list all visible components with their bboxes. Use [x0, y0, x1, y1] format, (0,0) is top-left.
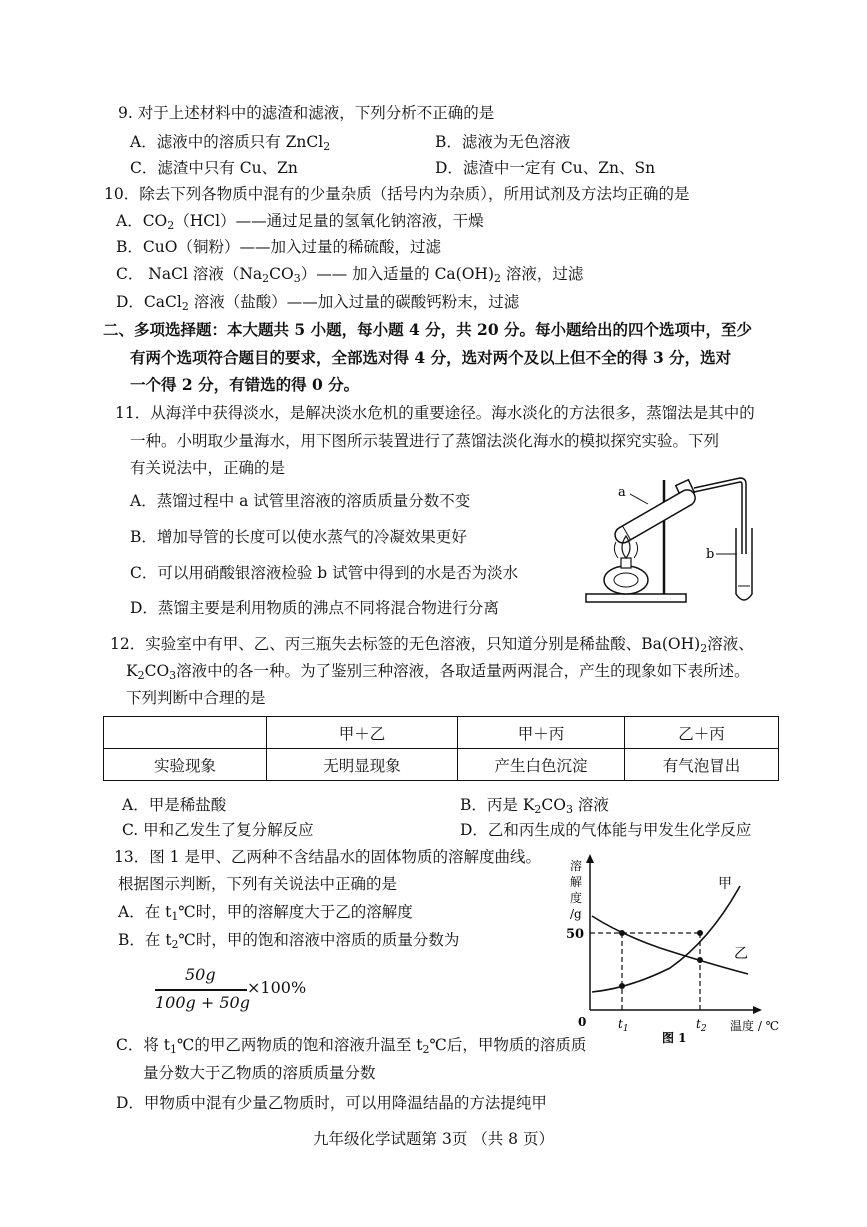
point-t1-jia [619, 983, 625, 989]
x-axis-arrow-icon [753, 1006, 762, 1014]
q12-stem-line3: 下列判断中合理的是 [126, 689, 266, 707]
q10-c-part2: CO [269, 265, 294, 283]
label-b: b [706, 547, 715, 562]
q13-b-part1: B．在 t [118, 931, 172, 949]
q13-option-b [118, 930, 459, 950]
q10-c-part1: C． NaCl 溶液（Na [116, 265, 263, 283]
q13-option-c [116, 1035, 586, 1055]
q12-b-part1: B．丙是 K [460, 796, 535, 814]
table-row [104, 749, 779, 781]
fraction-percent: ×100% [247, 978, 307, 997]
q10-option-c [116, 264, 583, 284]
graph-origin-label: 0 [578, 1015, 587, 1029]
q12-b-sub2: 3 [565, 803, 573, 816]
graph-xlabel: 温度 / ℃ [730, 1019, 780, 1033]
q12-option-a: A．甲是稀盐酸 [122, 796, 227, 814]
q11-stem-line2: 一种。小明取少量海水，用下图所示装置进行了蒸馏法淡化海水的模拟探究实验。下列 [130, 432, 720, 450]
distillation-apparatus-figure [582, 462, 772, 614]
q12-b-sub1: 2 [534, 803, 542, 816]
q12-stem2-part2: CO [144, 662, 170, 680]
q9-a-text: A．滤液中的溶质只有 ZnCl [130, 133, 324, 151]
q12-option-d: D．乙和丙生成的气体能与甲发生化学反应 [460, 821, 752, 839]
table-cell: 实验现象 [104, 749, 267, 781]
q9-option-a [130, 132, 330, 152]
q13-c-part2: ℃的甲乙两物质的饱和溶液升温至 t [177, 1036, 423, 1054]
table-cell: 产生白色沉淀 [458, 749, 625, 781]
curve-jia [592, 886, 740, 992]
q13-stem-line2: 根据图示判断，下列有关说法中正确的是 [118, 875, 398, 893]
y-axis-arrow-icon [586, 854, 594, 863]
q11-stem-line1: 11．从海洋中获得淡水，是解决淡水危机的重要途径。海水淡化的方法很多，蒸馏法是其中的 [115, 404, 755, 422]
q13-option-d: D．甲物质中混有少量乙物质时，可以用降温结晶的方法提纯甲 [116, 1094, 547, 1112]
point-t2-50 [697, 930, 703, 936]
graph-x-tick-t1: $t_1$ [618, 1017, 629, 1034]
q12-stem2-sub1: 2 [137, 669, 145, 682]
point-t1-50 [619, 930, 625, 936]
q10-c-sub1: 2 [262, 272, 270, 285]
q12-option-b [460, 795, 609, 815]
graph-x-tick-t2: $t_2$ [696, 1017, 707, 1034]
q13-option-c-line2: 量分数大于乙物质的溶质质量分数 [143, 1064, 376, 1082]
q11-option-a: A．蒸馏过程中 a 试管里溶液的溶质质量分数不变 [130, 492, 471, 510]
q12-stem1-part2: 溶液、 [707, 635, 754, 653]
table-cell: 无明显现象 [267, 749, 458, 781]
q9-a-sub: 2 [323, 140, 331, 153]
q13-b-part2: ℃时，甲的饱和溶液中溶质的质量分数为 [178, 931, 460, 949]
q11-option-c: C．可以用硝酸银溶液检验 b 试管中得到的水是否为淡水 [130, 564, 519, 582]
graph-ylabel-1: 溶 [570, 859, 583, 873]
q10-option-b: B．CuO（铜粉）——加入过量的稀硫酸，过滤 [116, 238, 441, 256]
q10-option-a [116, 211, 484, 231]
q13-c-part1: C．将 t [116, 1036, 171, 1054]
q11-option-b: B．增加导管的长度可以使水蒸气的冷凝效果更好 [130, 528, 467, 546]
q9-option-b: B．滤液为无色溶液 [435, 133, 571, 151]
q13-a-part2: ℃时，甲的溶解度大于乙的溶解度 [178, 903, 413, 921]
table-header-cell: 乙＋丙 [625, 717, 779, 749]
graph-ylabel-3: 度 [570, 891, 583, 905]
table-cell: 有气泡冒出 [625, 749, 779, 781]
section2-heading-line2: 有两个选项符合题目的要求，全部选对得 4 分，选对两个及以上但不全的得 3 分，选对 [130, 348, 732, 367]
point-t2-yi [697, 957, 703, 963]
q10-c-part3: ）—— 加入适量的 Ca(OH) [300, 265, 494, 283]
q12-stem2-part1: K [126, 662, 138, 680]
q10-d-part2: 溶液（盐酸）——加入过量的碳酸钙粉末，过滤 [188, 293, 520, 311]
q13-stem-line1: 13．图 1 是甲、乙两种不含结晶水的固体物质的溶解度曲线。 [114, 848, 541, 866]
table-header-cell: 甲＋乙 [267, 717, 458, 749]
q12-result-table [103, 716, 779, 781]
q10-d-part1: D．CaCl [116, 293, 182, 311]
q12-stem1-sub: 2 [700, 642, 708, 655]
q12-stem2-sub2: 3 [169, 669, 177, 682]
graph-caption: 图 1 [662, 1031, 687, 1045]
section2-heading-line1: 二、多项选择题：本大题共 5 小题，每小题 4 分，共 20 分。每小题给出的四个选项中，至少 [103, 320, 753, 339]
q12-stem1-part1: 12．实验室中有甲、乙、丙三瓶失去标签的无色溶液，只知道分别是稀盐酸、Ba(OH) [110, 635, 701, 653]
section2-heading-line3: 一个得 2 分，有错选的得 0 分。 [130, 375, 360, 394]
q13-c-part3: ℃后，甲物质的溶质质 [429, 1036, 587, 1054]
table-header-cell [104, 717, 267, 749]
q13-a-sub: 1 [171, 910, 179, 923]
q13-b-sub: 2 [171, 938, 179, 951]
q10-c-sub2: 3 [293, 272, 301, 285]
q12-b-part2: CO [541, 796, 566, 814]
q13-c-sub1: 1 [170, 1043, 178, 1056]
fraction-denominator: 100g + 50g [155, 993, 250, 1012]
q10-a-part1: A．CO [116, 212, 168, 230]
label-a: a [618, 485, 626, 500]
graph-y-tick-50: 50 [566, 927, 585, 942]
fraction-numerator: 50g [185, 965, 216, 984]
series-label-jia: 甲 [718, 876, 732, 892]
solubility-curve-graph [560, 850, 790, 1050]
q12-stem2-part3: 溶液中的各一种。为了鉴别三种溶液，各取适量两两混合，产生的现象如下表所述。 [176, 662, 750, 680]
q13-c-sub2: 2 [422, 1043, 430, 1056]
q10-stem: 10．除去下列各物质中混有的少量杂质（括号内为杂质），所用试剂及方法均正确的是 [104, 185, 690, 203]
graph-ylabel-4: /g [570, 907, 582, 921]
graph-ylabel-2: 解 [570, 875, 583, 889]
q11-stem-line3: 有关说法中，正确的是 [130, 459, 286, 477]
page-footer: 九年级化学试题第 3页 （共 8 页） [313, 1130, 554, 1148]
q10-c-sub3: 2 [494, 272, 501, 285]
series-label-yi: 乙 [734, 946, 748, 962]
q10-a-part2: （HCl）——通过足量的氢氧化钠溶液，干燥 [174, 212, 484, 230]
q13-a-part1: A．在 t [118, 903, 172, 921]
q9-option-c: C．滤渣中只有 Cu、Zn [130, 159, 298, 177]
q12-stem-line1 [110, 634, 754, 654]
q12-stem-line2 [126, 661, 750, 681]
fraction-bar [155, 989, 247, 991]
q10-c-part4: 溶液，过滤 [501, 265, 584, 283]
table-header-row [104, 717, 779, 749]
q10-option-d [116, 292, 519, 312]
q10-a-sub: 2 [167, 219, 175, 232]
curve-yi [592, 916, 748, 974]
q9-option-d: D．滤渣中一定有 Cu、Zn、Sn [435, 159, 656, 177]
table-header-cell: 甲＋丙 [458, 717, 625, 749]
q9-stem: 9. 对于上述材料中的滤渣和滤液，下列分析不正确的是 [118, 104, 495, 122]
q10-d-sub: 2 [181, 300, 189, 313]
q12-b-part3: 溶液 [572, 796, 609, 814]
q11-option-d: D．蒸馏主要是利用物质的沸点不同将混合物进行分离 [130, 599, 499, 617]
q12-option-c: C. 甲和乙发生了复分解反应 [122, 821, 314, 839]
q13-option-a [118, 902, 413, 922]
